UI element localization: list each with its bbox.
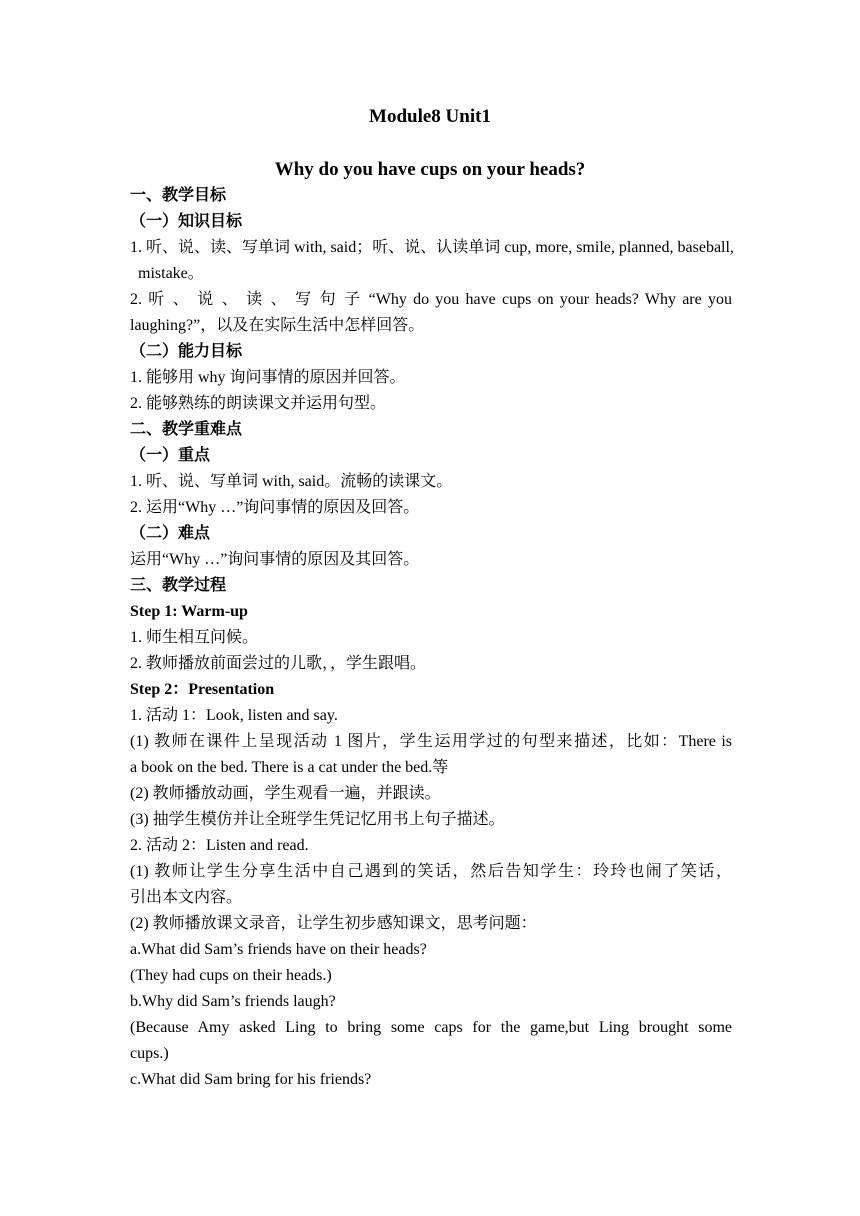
- answer-line-continuation: cups.): [130, 1045, 169, 1062]
- list-item: 1. 活动 1：Look, listen and say.: [130, 707, 338, 724]
- answer-line: (Because Amy asked Ling to bring some caps for the game,but Ling brought some: [130, 1019, 732, 1036]
- list-item-continuation: mistake。: [138, 265, 204, 282]
- list-item: 2. 听 、 说 、 读 、 写 句 子 “Why do you have cups on your heads? Why are you: [130, 291, 732, 308]
- list-item: 2. 运用“Why …”询问事情的原因及回答。: [130, 499, 420, 516]
- section-heading-key-points: 二、教学重难点: [130, 421, 243, 438]
- list-item: (2) 教师播放动画，学生观看一遍，并跟读。: [130, 785, 441, 802]
- list-item-continuation: 引出本文内容。: [130, 889, 243, 906]
- section-heading-objectives: 一、教学目标: [130, 187, 227, 204]
- subsection-heading-difficulty: （二）难点: [130, 525, 211, 542]
- question-line: a.What did Sam’s friends have on their heads?: [130, 941, 427, 958]
- subsection-heading-focus: （一）重点: [130, 447, 211, 464]
- list-item-continuation: a book on the bed. There is a cat under the bed.等: [130, 759, 449, 776]
- list-item: (1) 教师让学生分享生活中自己遇到的笑话，然后告知学生：玲玲也闹了笑话，: [130, 863, 732, 880]
- list-item: 1. 听、说、读、写单词 with, said；听、说、认读单词 cup, more, smile, planned, baseball,: [130, 239, 734, 256]
- subsection-heading-knowledge: （一）知识目标: [130, 213, 243, 230]
- list-item: 1. 能够用 why 询问事情的原因并回答。: [130, 369, 406, 386]
- list-item: (3) 抽学生模仿并让全班学生凭记忆用书上句子描述。: [130, 811, 505, 828]
- document-subtitle: Why do you have cups on your heads?: [274, 159, 586, 180]
- list-item: 2. 能够熟练的朗读课文并运用句型。: [130, 395, 387, 412]
- list-item: 1. 师生相互问候。: [130, 629, 259, 646]
- subsection-heading-ability: （二）能力目标: [130, 343, 243, 360]
- question-line: c.What did Sam bring for his friends?: [130, 1071, 372, 1088]
- list-item: 2. 教师播放前面尝过的儿歌，，学生跟唱。: [130, 655, 427, 672]
- step-heading-presentation: Step 2：Presentation: [130, 681, 275, 698]
- list-item-continuation: laughing?”，以及在实际生活中怎样回答。: [130, 317, 425, 334]
- question-line: b.Why did Sam’s friends laugh?: [130, 993, 336, 1010]
- document-title: Module8 Unit1: [369, 106, 491, 127]
- list-item: (1) 教师在课件上呈现活动 1 图片，学生运用学过的句型来描述，比如：There is: [130, 733, 732, 750]
- section-heading-process: 三、教学过程: [130, 577, 227, 594]
- paragraph-line: 运用“Why …”询问事情的原因及其回答。: [130, 551, 420, 568]
- list-item: 2. 活动 2：Listen and read.: [130, 837, 309, 854]
- list-item: 1. 听、说、写单词 with, said。流畅的读课文。: [130, 473, 453, 490]
- list-item: (2) 教师播放课文录音，让学生初步感知课文，思考问题：: [130, 915, 537, 932]
- answer-line: (They had cups on their heads.): [130, 967, 332, 984]
- step-heading-warm-up: Step 1: Warm-up: [130, 603, 248, 620]
